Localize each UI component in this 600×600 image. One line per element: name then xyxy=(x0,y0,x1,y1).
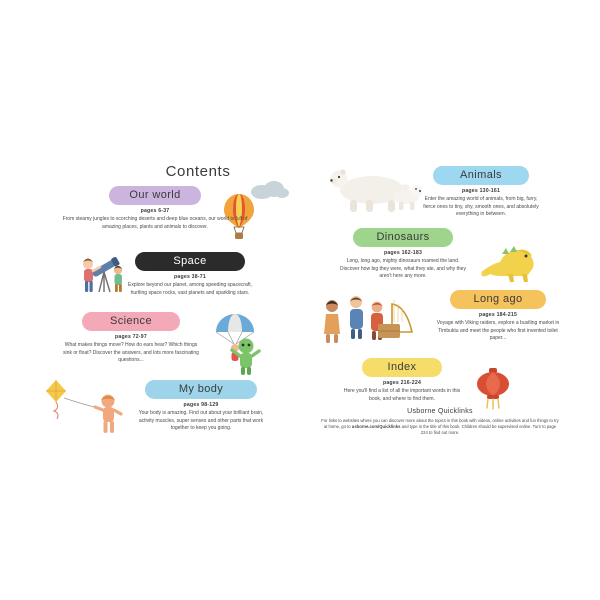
quicklinks-line-3: Children should be supervised online. Turn to page 224 to find out more. xyxy=(420,424,557,435)
chapter-dinosaurs-label: Dinosaurs xyxy=(353,228,453,247)
quicklinks-body xyxy=(320,418,560,436)
quicklinks-line-2-pre: activities and fun things to try at home, go to xyxy=(323,418,559,429)
green-character-illustration xyxy=(210,312,266,376)
chapter-animals-pages: pages 130-161 xyxy=(461,188,501,194)
cloud-illustration xyxy=(250,178,290,200)
chapter-space-pages: pages 38-71 xyxy=(174,274,206,280)
chapter-our-world-pages: pages 6-37 xyxy=(140,208,170,214)
quicklinks-line-1: For links to websites where you can discover more about the topics in this book with videos, online xyxy=(321,418,504,423)
chapter-our-world-label: Our world xyxy=(109,186,201,205)
quicklinks-title: Usborne Quicklinks xyxy=(407,408,473,415)
yellow-dinosaur-illustration xyxy=(480,236,542,282)
quicklinks-line-2-post: and type in the title of this book. xyxy=(400,424,461,429)
child-flying-kite-illustration xyxy=(42,378,130,436)
chapter-animals-label: Animals xyxy=(433,166,529,185)
usborne-quicklinks-block xyxy=(320,408,560,436)
chapter-index[interactable] xyxy=(340,358,464,403)
chapter-space-blurb: Explore beyond our planet, among speeding spacecraft, hurtling space rocks, vast planets and sparkling stars. xyxy=(128,282,252,296)
polar-bears-illustration xyxy=(330,160,422,216)
chapter-our-world[interactable] xyxy=(62,186,248,231)
chapter-space[interactable] xyxy=(122,252,258,297)
page-title: Contents xyxy=(165,163,231,180)
chapter-science-label: Science xyxy=(82,312,180,331)
chapter-our-world-blurb: From steamy jungles to scorching deserts and deep blue oceans, our world is full of amazing places, plants and animals to discover. xyxy=(62,216,248,230)
chapter-science[interactable] xyxy=(60,312,202,365)
chapter-my-body-label: My body xyxy=(145,380,257,399)
quicklinks-url[interactable]: usborne.com/Quicklinks xyxy=(351,424,401,429)
chapter-long-ago-pages: pages 184-215 xyxy=(478,312,518,318)
chapter-dinosaurs-blurb: Long, long ago, mighty dinosaurs roamed the land. Discover how big they were, what they ate, and why they aren't here any more. xyxy=(340,258,466,280)
chapter-animals-blurb: Enter the amazing world of animals, from big, furry, fierce ones to tiny, shy, smooth ones, and absolutely everything in between. xyxy=(423,196,539,218)
chapter-my-body-blurb: Your body is amazing. Find out about your brilliant brain, activity muscles, super senses and other parts that work together to keep you going. xyxy=(138,410,264,432)
chapter-dinosaurs-pages: pages 162-183 xyxy=(383,250,423,256)
chapter-index-blurb: Here you'll find a list of all the important words in this book, and where to find them. xyxy=(343,388,461,402)
chapter-long-ago-label: Long ago xyxy=(450,290,546,309)
history-people-illustration xyxy=(318,288,422,344)
chapter-index-pages: pages 216-224 xyxy=(382,380,422,386)
chapter-science-pages: pages 72-97 xyxy=(115,334,147,340)
chapter-space-label: Space xyxy=(135,252,245,271)
chapter-science-blurb: What makes things move? How do ears hear? Which things sink or float? Discover the answers, and lots more fascinating questions... xyxy=(63,342,199,364)
chapter-index-label: Index xyxy=(362,358,442,377)
red-lantern-illustration xyxy=(474,368,512,410)
chapter-long-ago[interactable] xyxy=(432,290,564,343)
chapter-my-body[interactable] xyxy=(132,380,270,433)
chapter-dinosaurs[interactable] xyxy=(338,228,468,281)
chapter-my-body-pages: pages 98-129 xyxy=(183,402,219,408)
chapter-long-ago-blurb: Voyage with Viking raiders, explore a bustling market in Timbuktu and meet the people who first invented toilet paper... xyxy=(436,320,560,342)
chapter-animals[interactable] xyxy=(418,166,544,219)
